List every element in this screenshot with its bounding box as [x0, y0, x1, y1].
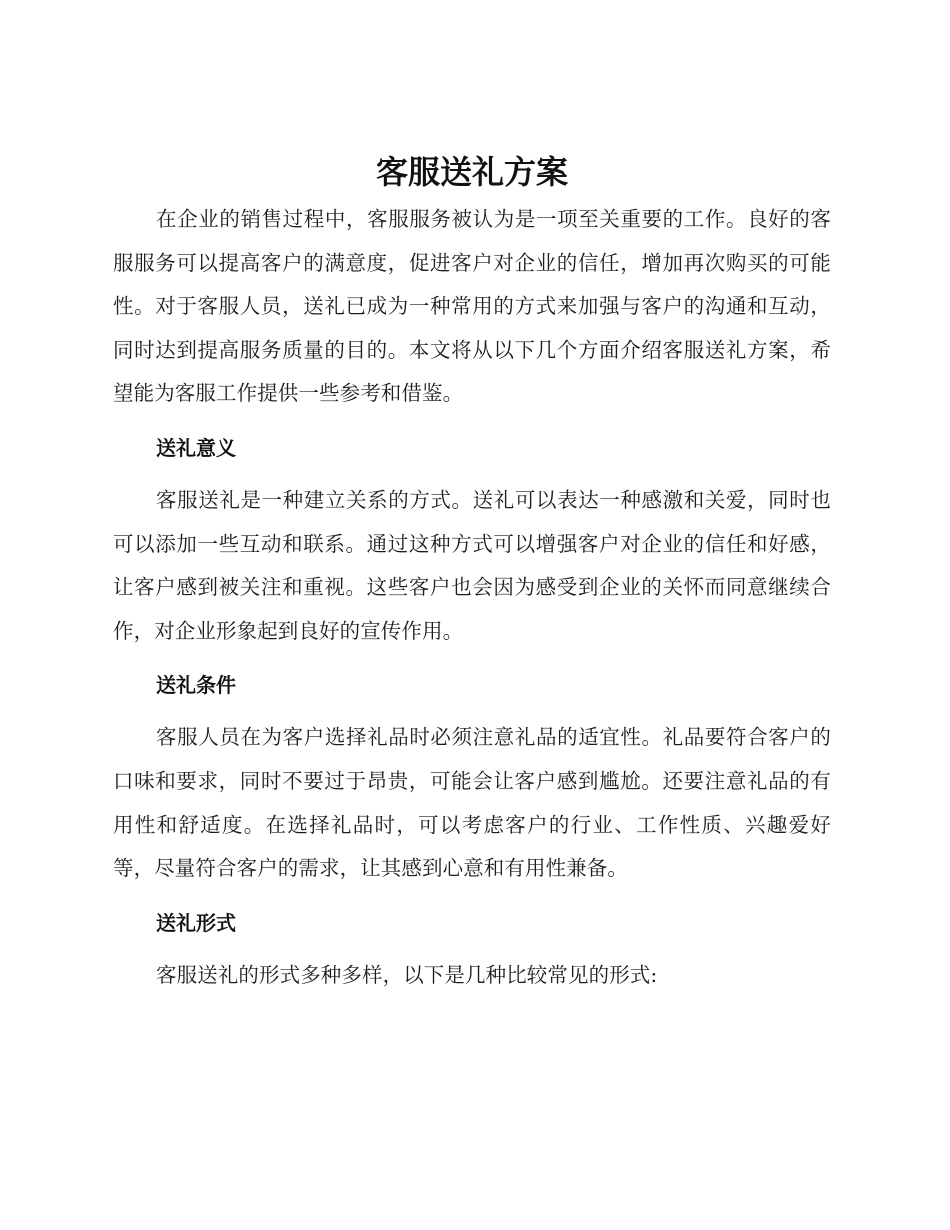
section-heading-conditions: 送礼条件: [156, 673, 236, 698]
spacer: [113, 938, 831, 954]
document-title: 客服送礼方案: [375, 153, 568, 191]
spacer: [113, 891, 831, 908]
section-body-significance: 客服送礼是一种建立关系的方式。送礼可以表达一种感激和关爱，同时也可以添加一些互动和联系。通过这种方式可以增强客户对企业的信任和好感，让客户感到被关注和重视。这些客户也会因为感受到企业的关怀而同意继续合作，对企业形象起到良好的宣传作用。: [113, 487, 831, 643]
section-body-conditions: 客服人员在为客户选择礼品时必须注意礼品的适宜性。礼品要符合客户的口味和要求，同时不要过于昂贵，可能会让客户感到尴尬。还要注意礼品的有用性和舒适度。在选择礼品时，可以考虑客户的行业、工作性质、兴趣爱好等，尽量符合客户的需求，让其感到心意和有用性兼备。: [113, 725, 831, 881]
document-page: [113, 148, 831, 997]
intro-paragraph: 在企业的销售过程中，客服服务被认为是一项至关重要的工作。良好的客服服务可以提高客户的满意度，促进客户对企业的信任，增加再次购买的可能性。对于客服人员，送礼已成为一种常用的方式来加强与客户的沟通和互动，同时达到提高服务质量的目的。本文将从以下几个方面介绍客服送礼方案，希望能为客服工作提供一些参考和借鉴。: [113, 207, 831, 406]
spacer: [113, 463, 831, 479]
section-body-forms: 客服送礼的形式多种多样，以下是几种比较常见的形式:: [156, 962, 658, 987]
section-heading-forms: 送礼形式: [156, 910, 236, 935]
spacer: [113, 416, 831, 433]
spacer: [113, 700, 831, 716]
section-heading-significance: 送礼意义: [156, 435, 236, 460]
spacer: [113, 653, 831, 670]
